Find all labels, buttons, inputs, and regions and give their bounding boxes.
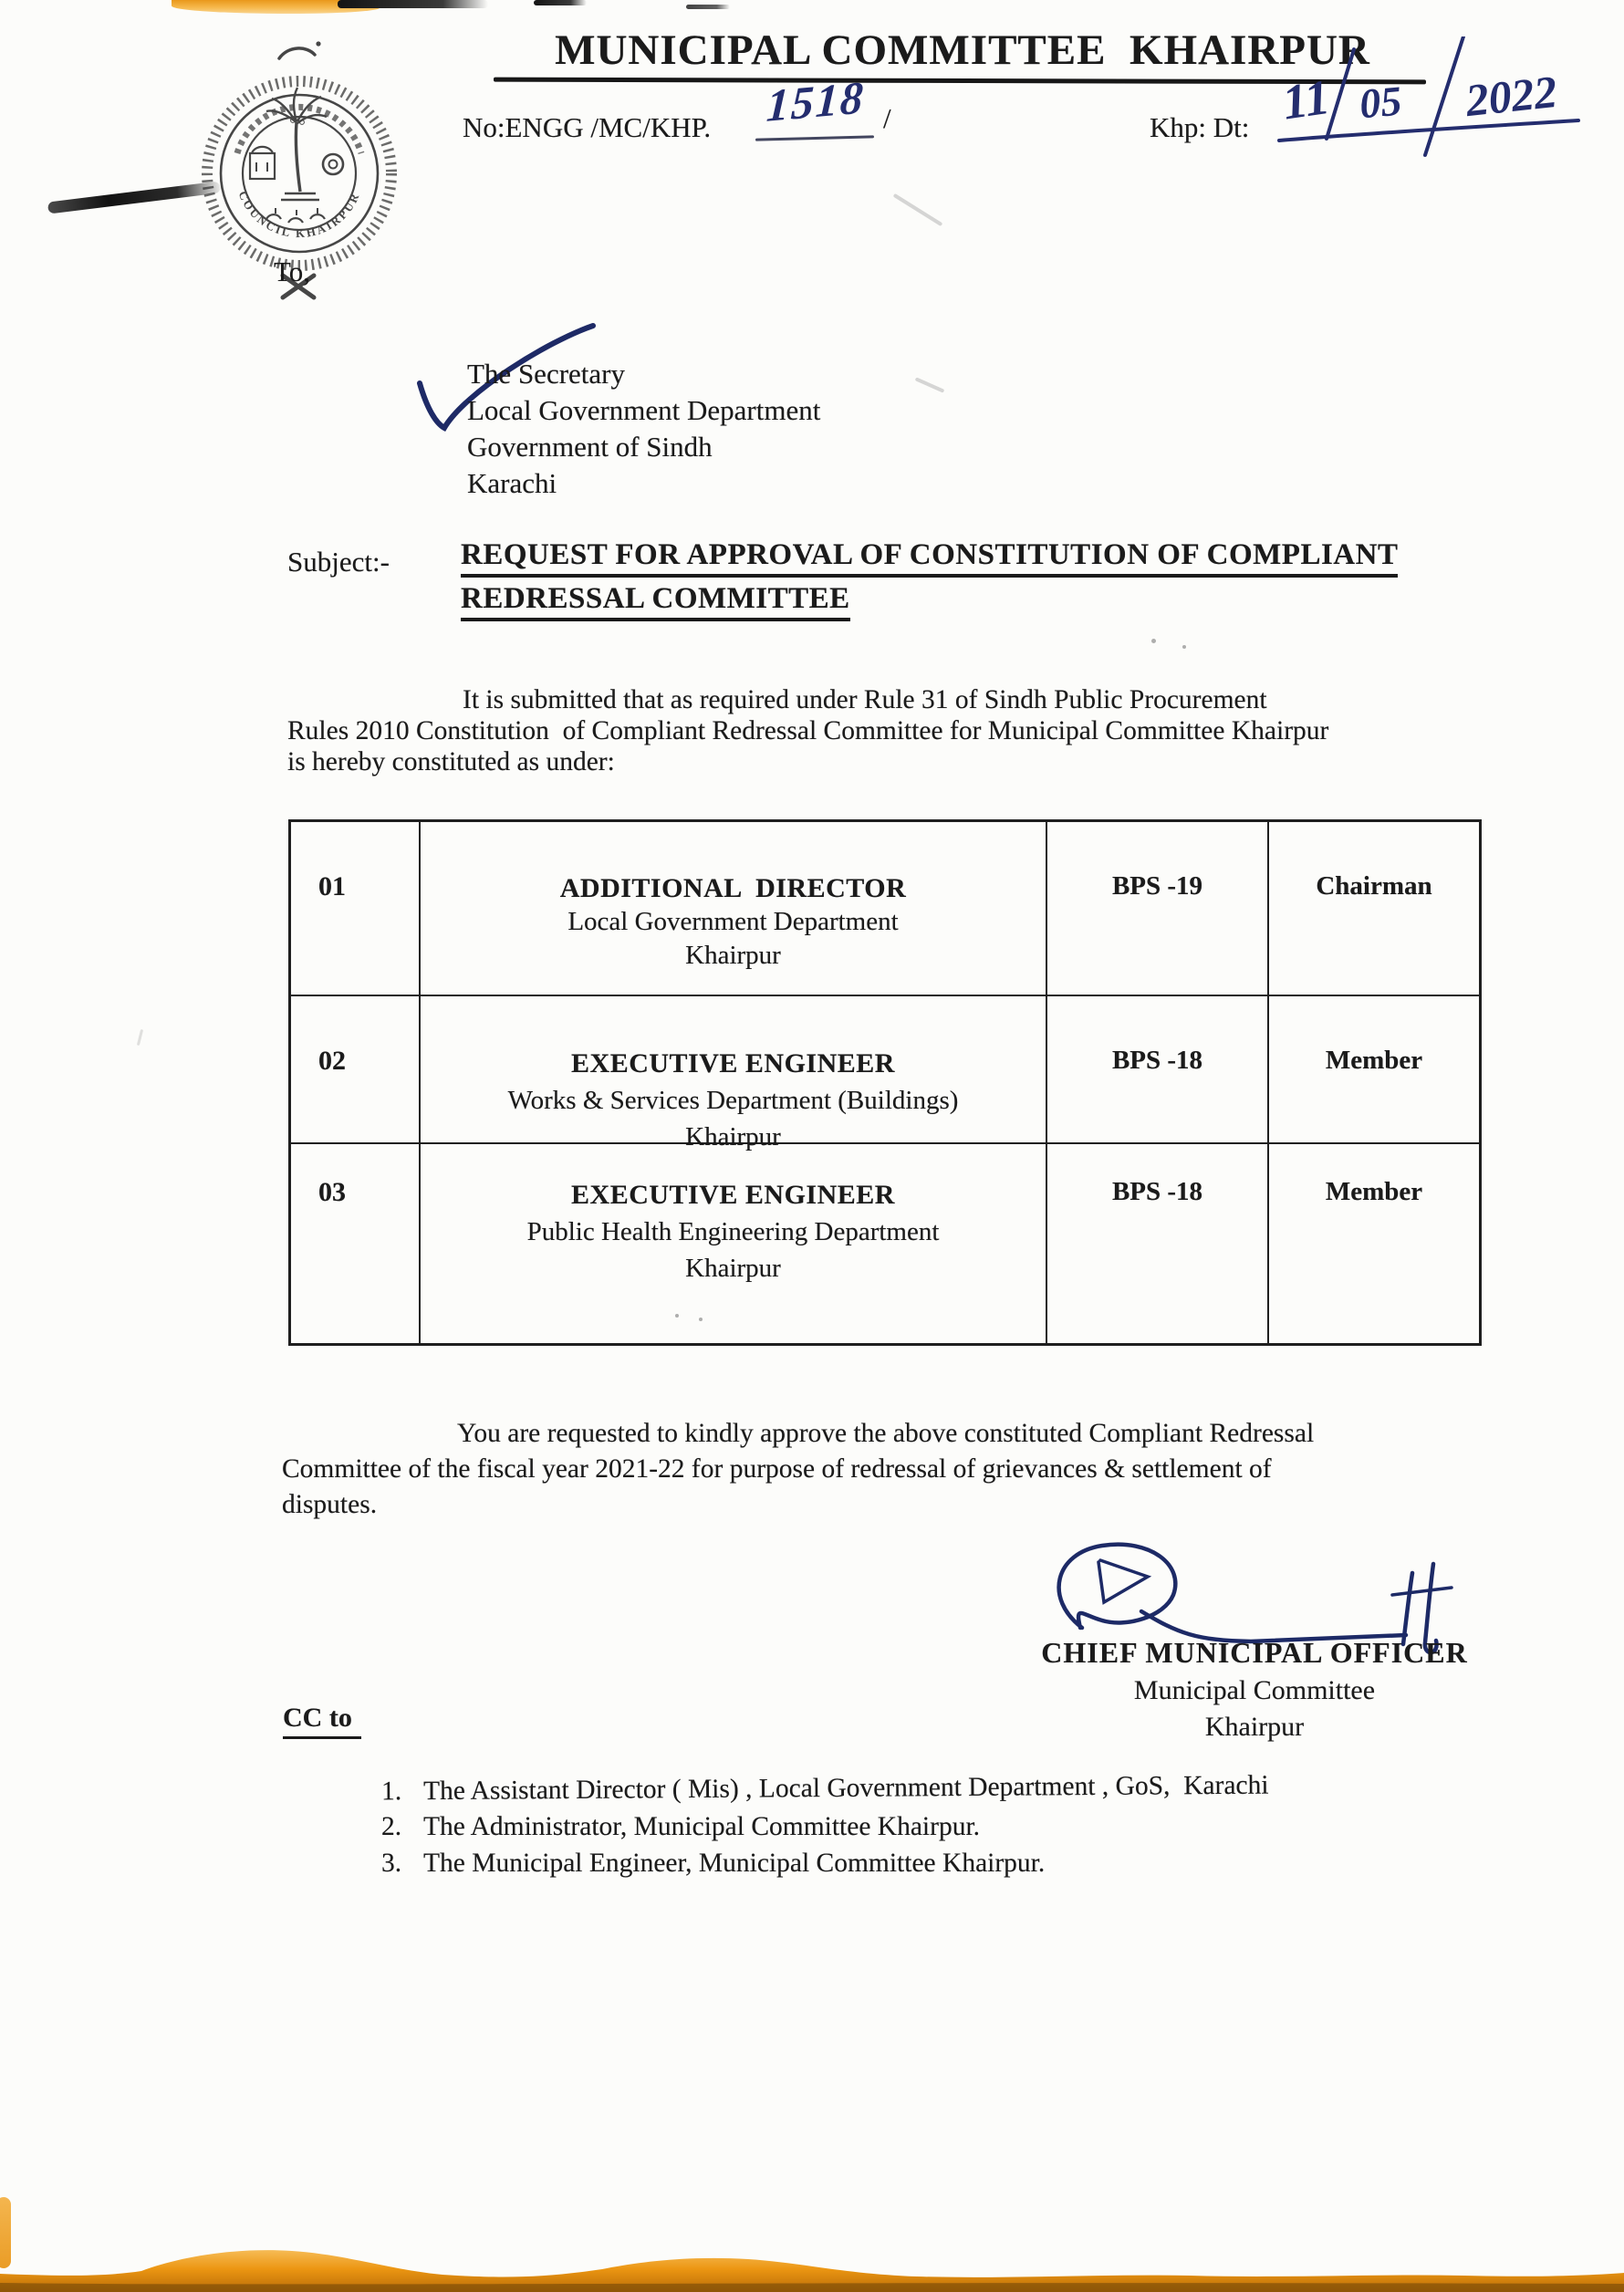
- seal-ring-text: COUNCIL KHAIRPUR: [235, 189, 363, 241]
- cc-item: [381, 1812, 980, 1842]
- handwritten-date: [1274, 36, 1588, 159]
- cc-item-text: The Administrator, Municipal Committee Khairpur.: [423, 1812, 981, 1841]
- designation-station: Khairpur: [685, 1122, 781, 1151]
- body-line: disputes.: [282, 1490, 378, 1519]
- table-row: [291, 996, 1479, 1151]
- body-line: is hereby constituted as under:: [287, 747, 615, 776]
- highlighter-mark-bottom: [0, 2228, 1624, 2292]
- recipient-line: Government of Sindh: [467, 431, 713, 463]
- date-slash: [1327, 49, 1354, 139]
- subject-label: Subject:-: [287, 546, 390, 578]
- cc-item-text: The Assistant Director ( Mis) , Local Government Department , GoS, Karachi: [422, 1770, 1269, 1807]
- designation-title: EXECUTIVE ENGINEER: [571, 1180, 895, 1210]
- signatory-city: Khairpur: [1204, 1712, 1305, 1742]
- recipient-line: Local Government Department: [467, 394, 821, 426]
- reference-number-handwritten: 1518: [765, 71, 867, 131]
- signatory-title: CHIEF MUNICIPAL OFFICER: [1041, 1636, 1468, 1669]
- designation-dept: Public Health Engineering Department: [526, 1217, 940, 1246]
- scan-smudge: [893, 193, 943, 226]
- designation-dept: Local Government Department: [567, 907, 899, 936]
- cell-designation: [421, 1144, 1047, 1343]
- designation-dept: Works & Services Department (Buildings): [507, 1086, 959, 1115]
- cc-label: CC to: [283, 1703, 361, 1739]
- cc-item-text: The Municipal Engineer, Municipal Committee Khairpur.: [423, 1849, 1046, 1878]
- body-line: Committee of the fiscal year 2021-22 for purpose of redressal of grievances & settlement of: [282, 1454, 1272, 1484]
- cc-item-number: 3.: [381, 1849, 402, 1878]
- designation-station: Khairpur: [685, 941, 781, 970]
- date-month: 05: [1358, 77, 1404, 128]
- scan-ink-streak: [338, 0, 488, 8]
- cell-serial: 01: [291, 822, 421, 995]
- designation-station: Khairpur: [685, 1254, 781, 1283]
- date-day: 11: [1279, 68, 1333, 130]
- closing-paragraph: [282, 1416, 1501, 1523]
- recipient-address-block: [467, 356, 820, 502]
- cell-designation: [421, 822, 1047, 995]
- committee-table: [288, 819, 1482, 1346]
- reference-slash: /: [883, 102, 891, 134]
- recipient-line: Karachi: [467, 467, 557, 499]
- reference-underline: [755, 135, 874, 141]
- recipient-line: The Secretary: [467, 358, 625, 390]
- designation-title: EXECUTIVE ENGINEER: [571, 1048, 895, 1078]
- cell-grade: BPS -19: [1047, 822, 1269, 995]
- scan-speck: [1151, 639, 1156, 643]
- scan-ink-streak: [686, 5, 730, 9]
- body-line: You are requested to kindly approve the above constituted Compliant Redressal: [457, 1419, 1315, 1448]
- subject-line: REQUEST FOR APPROVAL OF CONSTITUTION OF COMPLIANT: [461, 538, 1398, 578]
- cc-item: [381, 1771, 1269, 1808]
- scan-smudge: [915, 377, 945, 392]
- designation-title: ADDITIONAL DIRECTOR: [559, 873, 907, 903]
- cc-item-number: 2.: [381, 1812, 402, 1841]
- body-line: Rules 2010 Constitution of Compliant Redressal Committee for Municipal Committee Khairpur: [287, 716, 1329, 745]
- body-line: It is submitted that as required under Rule 31 of Sindh Public Procurement: [463, 685, 1267, 714]
- cell-role: Member: [1325, 1046, 1423, 1075]
- signatory-organization: Municipal Committee: [1133, 1675, 1376, 1705]
- date-year: 2022: [1463, 65, 1560, 127]
- scan-smudge: [137, 1029, 143, 1046]
- svg-text:COUNCIL KHAIRPUR: [235, 189, 362, 240]
- table-row: [291, 822, 1479, 996]
- reference-number-label: No:ENGG /MC/KHP.: [463, 111, 712, 143]
- date-slash: [1425, 36, 1463, 155]
- cell-serial: 02: [291, 996, 421, 1155]
- cc-item: [381, 1849, 1045, 1879]
- table-row: [291, 1144, 1479, 1343]
- cell-grade: BPS -18: [1047, 996, 1269, 1155]
- cell-grade: BPS -18: [1047, 1144, 1269, 1343]
- cell-role: Member: [1325, 1177, 1423, 1206]
- cell-serial: 03: [291, 1144, 421, 1343]
- page-title: MUNICIPAL COMMITTEE KHAIRPUR: [555, 26, 1370, 74]
- salutation: To,: [274, 255, 311, 287]
- scan-speck: [1182, 645, 1186, 649]
- scan-ink-streak: [534, 0, 587, 5]
- cc-item-number: 1.: [380, 1776, 402, 1807]
- subject-line: REDRESSAL COMMITTEE: [461, 582, 850, 621]
- cell-designation: [421, 996, 1047, 1155]
- cell-role: Chairman: [1316, 871, 1432, 901]
- opening-paragraph: [287, 684, 1501, 777]
- date-label: Khp: Dt:: [1150, 111, 1250, 143]
